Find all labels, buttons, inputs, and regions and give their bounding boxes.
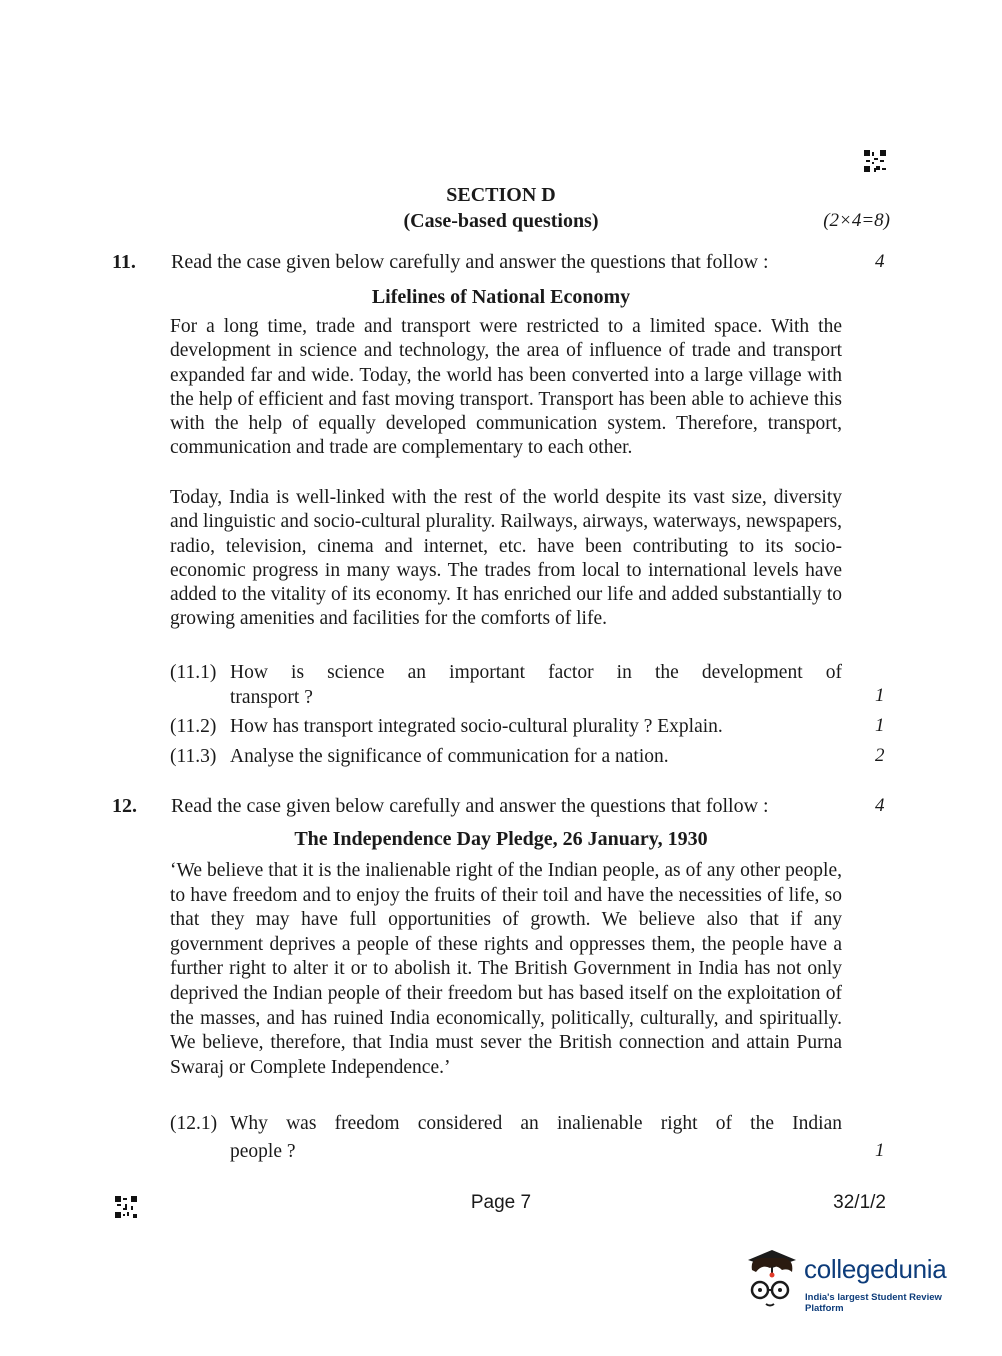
q11-sub-2-text: How has transport integrated socio-cultural plurality ? Explain. [230,716,723,737]
q12-marks: 4 [875,795,885,816]
q11-paragraph-2: Today, India is well-linked with the rest of the world despite its vast size, diversity and linguistic and socio-cultural plurality. Railways, airways, waterways, newspapers, radio, television, cinema and internet, etc. have been contributing to its socio-economic progress in many ways. The trades from local to international levels have added to the vitality of its economy. It has enriched our life and added substantially to growing amenities and facilities for the comforts of life. [170,487,842,630]
q11-sub-2-marks: 1 [875,715,885,736]
q12-instruction: Read the case given below carefully and answer the questions that follow : [171,795,769,817]
q11-marks: 4 [875,251,885,272]
q12-sub-1-marks: 1 [875,1140,885,1161]
q11-sub-1-cont: transport ? [230,687,313,708]
q12-number: 12. [112,795,137,817]
q11-sub-3-label: (11.3) [170,746,217,767]
paper-code: 32/1/2 [833,1192,886,1213]
q12-sub-1 [170,1111,842,1164]
q12-case-title: The Independence Day Pledge, 26 January, 1930 [294,828,708,850]
logo-tagline: India's largest Student Review Platform [805,1292,942,1314]
q11-sub-2 [170,714,842,739]
q12-sub-1-cont: people ? [230,1141,296,1162]
q11-sub-1-text: How is science an important factor in the development of [230,662,842,683]
q12-sub-1-label: (12.1) [170,1113,218,1134]
section-title: SECTION D [446,184,556,206]
qr-code-icon [864,150,886,172]
collegedunia-logo [742,1246,972,1316]
q12-sub-1-text: Why was freedom considered an inalienable right of the Indian [230,1113,842,1134]
mascot-icon [742,1246,802,1312]
page-number: Page 7 [470,1192,532,1213]
q12-paragraph-1: ‘We believe that it is the inalienable right of the Indian people, as of any other people, to have freedom and to enjoy the fruits of their toil and have the necessities of life, so that they may have full opportunities of growth. We believe also that if any government deprives a people of these rights and oppresses them, the people have a further right to alter it or to abolish it. The British Government in India has not only deprived the Indian people of their freedom but has based itself on the exploitation of the masses, and has ruined India economically, politically, culturally, and spiritually. We believe, therefore, that India must sever the British connection and attain Purna Swaraj or Complete Independence.’ [170,860,842,1078]
q11-sub-3-text: Analyse the significance of communication for a nation. [230,746,669,767]
q11-sub-3-marks: 2 [875,745,885,766]
q11-case-title: Lifelines of National Economy [371,286,631,308]
q11-sub-3 [170,744,842,769]
q11-number: 11. [112,251,136,273]
q11-sub-1-label: (11.1) [170,662,217,683]
q11-instruction: Read the case given below carefully and answer the questions that follow : [171,251,769,273]
q11-paragraph-1: For a long time, trade and transport were restricted to a limited space. With the development in science and technology, the area of influence of trade and transport expanded far and wide. Today, the world has been converted into a large village with the help of efficient and fast moving transport. Transport has been able to achieve this with the help of equally developed communication system. Therefore, transport, communication and trade are complementary to each other. [170,316,842,459]
q11-sub-2-label: (11.2) [170,716,217,737]
section-subtitle: (Case-based questions) [403,210,599,232]
section-marks: (2×4=8) [823,210,890,231]
logo-wordmark: collegedunia [804,1254,947,1284]
q11-sub-1 [170,660,842,710]
q11-sub-1-marks: 1 [875,685,885,706]
